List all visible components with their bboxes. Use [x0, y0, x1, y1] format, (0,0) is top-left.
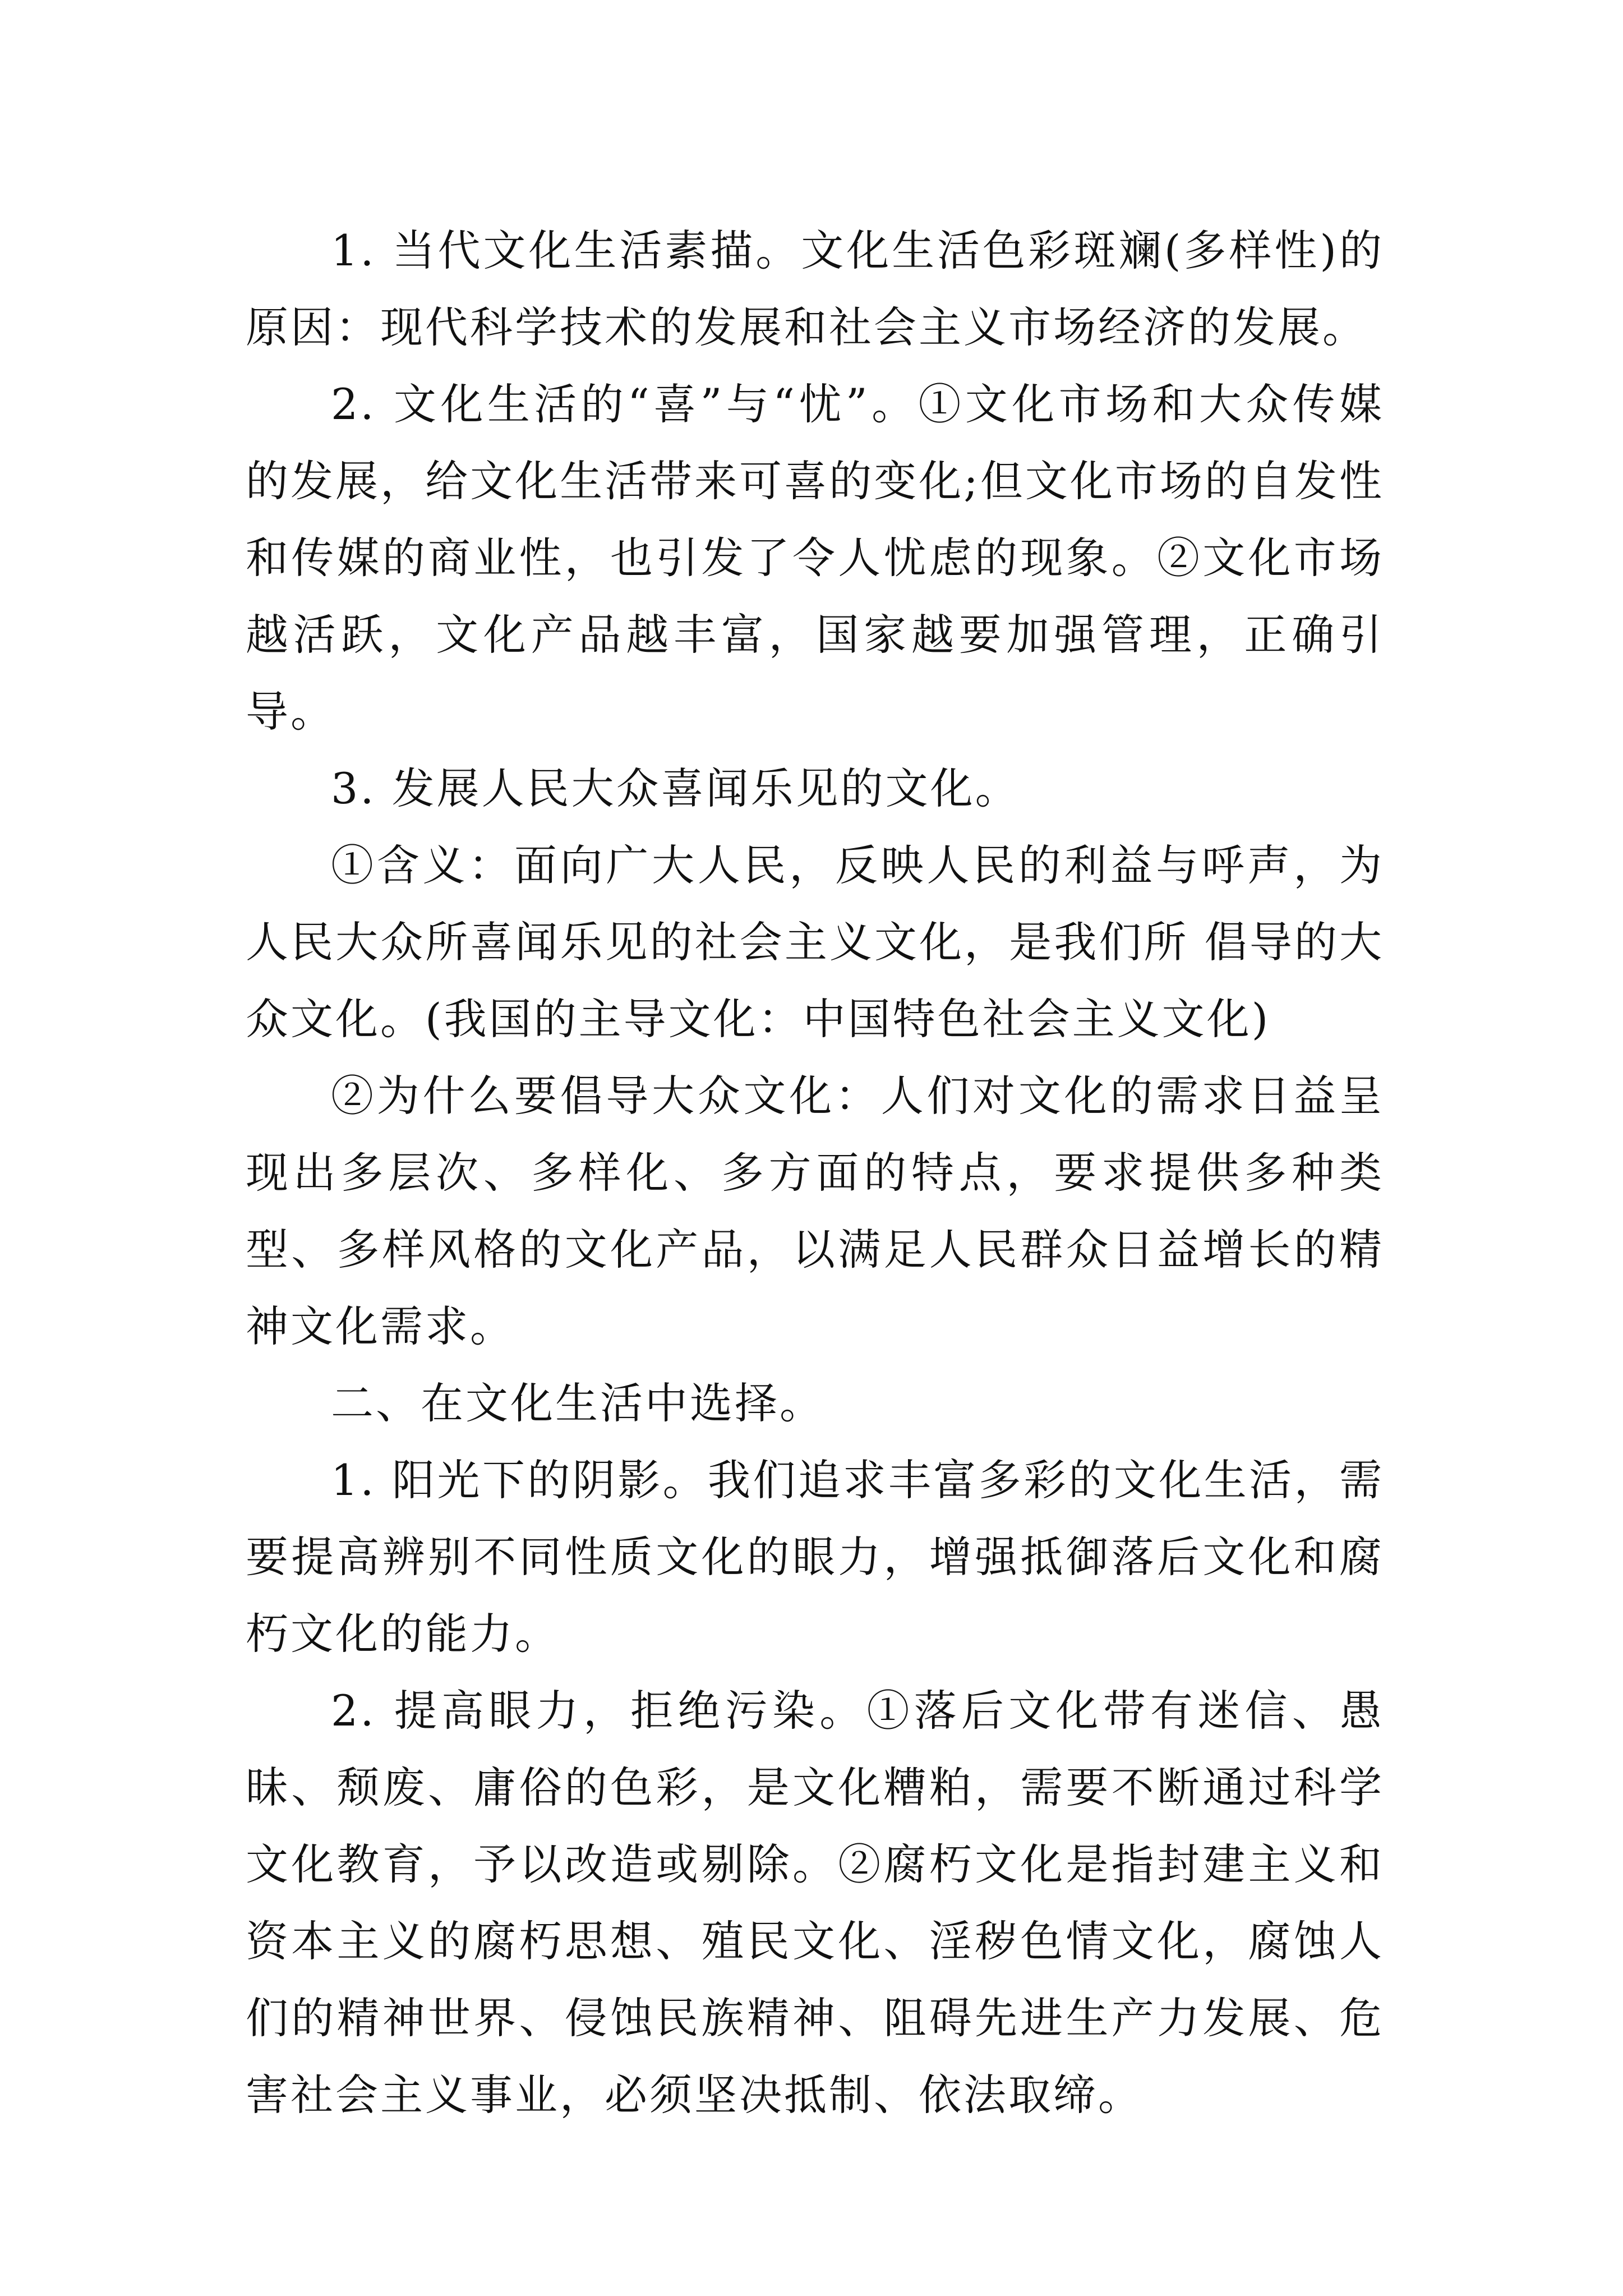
paragraph-shadows: 1. 阳光下的阴影。我们追求丰富多彩的文化生活，需要提高辨别不同性质文化的眼力，增强抵御落后文化和腐朽文化的能力。	[246, 1455, 1384, 1659]
paragraph-contemporary-culture: 1. 当代文化生活素描。文化生活色彩斑斓(多样性)的原因：现代科学技术的发展和社会主义市场经济的发展。	[246, 226, 1384, 352]
paragraph-reject-pollution: 2. 提高眼力，拒绝污染。①落后文化带有迷信、愚昧、颓废、庸俗的色彩，是文化糟粕，需要不断通过科学文化教育，予以改造或剔除。②腐朽文化是指封建主义和资本主义的腐朽思想、殖民文化、淫秽色情文化，腐蚀人们的精神世界、侵蚀民族精神、阻碍先进生产力发展、危害社会主义事业，必须坚决抵制、依法取缔。	[246, 1686, 1384, 2120]
paragraph-popular-culture-heading: 3. 发展人民大众喜闻乐见的文化。	[331, 763, 1020, 813]
document-body	[246, 212, 1384, 2133]
section-heading-choose: 二、在文化生活中选择。	[331, 1378, 824, 1428]
paragraph-definition: ①含义：面向广大人民，反映人民的利益与呼声，为人民大众所喜闻乐见的社会主义文化，是我们所 倡导的大众文化。(我国的主导文化：中国特色社会主义文化)	[246, 840, 1384, 1044]
paragraph-joys-and-worries: 2. 文化生活的“喜”与“忧”。①文化市场和大众传媒的发展，给文化生活带来可喜的变化;但文化市场的自发性和传媒的商业性，也引发了令人忧虑的现象。②文化市场越活跃，文化产品越丰富，国家越要加强管理，正确引导。	[246, 379, 1384, 737]
paragraph-why-advocate: ②为什么要倡导大众文化：人们对文化的需求日益呈现出多层次、多样化、多方面的特点，要求提供多种类型、多样风格的文化产品，以满足人民群众日益增长的精神文化需求。	[246, 1071, 1384, 1351]
